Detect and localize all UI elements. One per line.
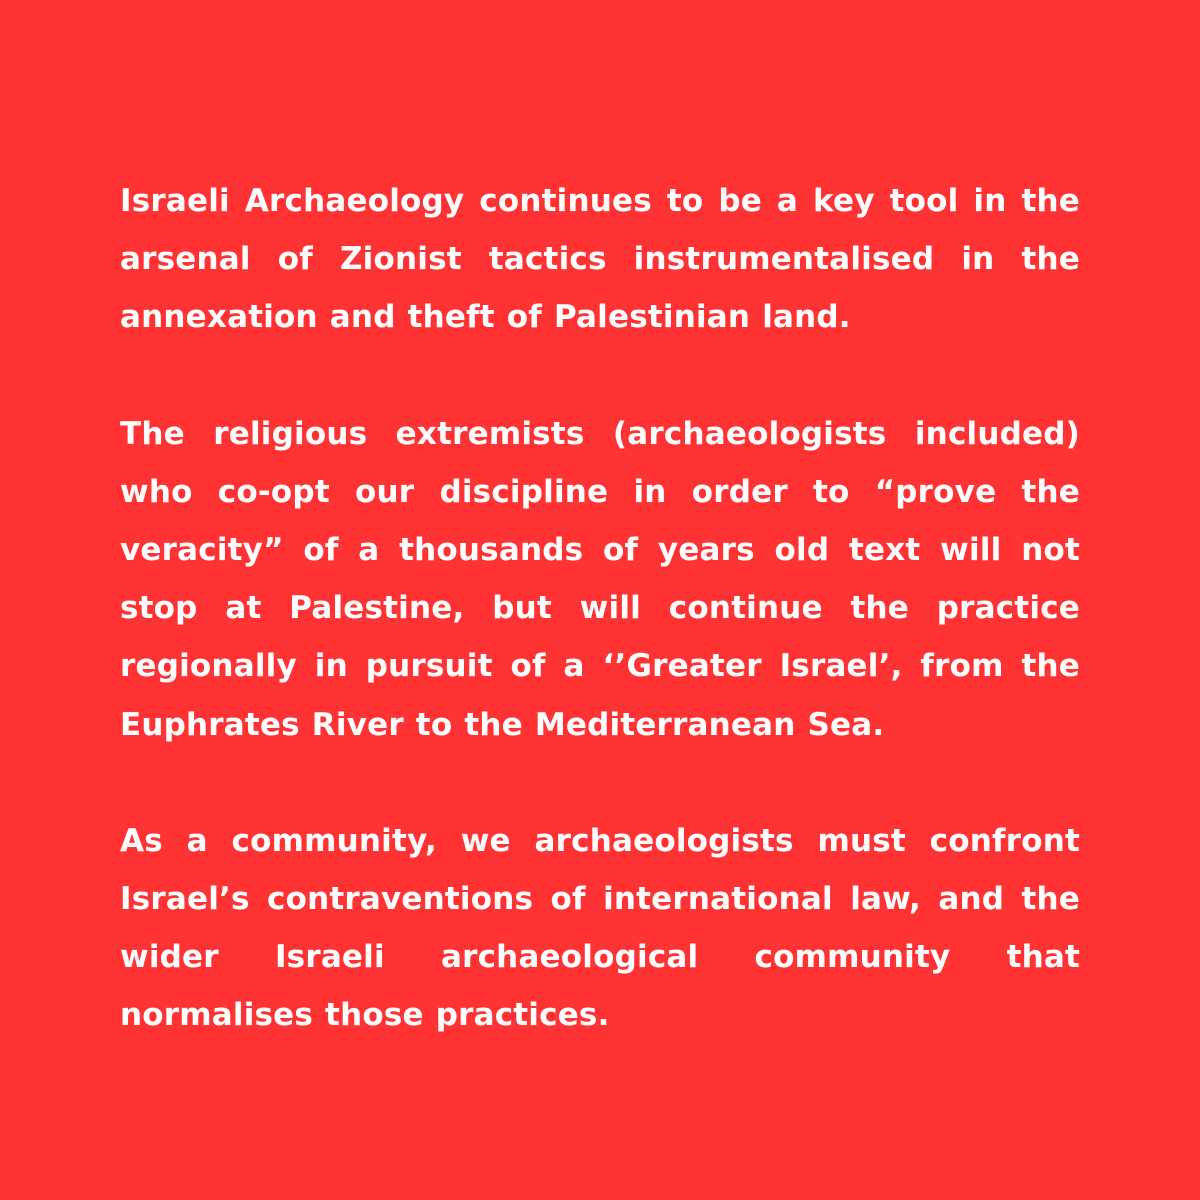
paragraph-line: As a community, we archaeologists must confront [120, 822, 1080, 859]
paragraph-line: veracity” of a thousands of years old text will not [120, 532, 1080, 569]
paragraph-line: normalises those practices. [120, 997, 610, 1034]
paragraph-religious-extremists [120, 405, 1080, 754]
paragraph-community-call [120, 812, 1080, 1045]
paragraph-line: stop at Palestine, but will continue the practice [120, 590, 1080, 627]
paragraph-line: The religious extremists (archaeologists included) [120, 415, 1080, 452]
paragraph-line: Euphrates River to the Mediterranean Sea. [120, 706, 885, 743]
paragraph-line: Israeli Archaeology continues to be a key tool in the [120, 183, 1080, 219]
paragraph-archaeology-tool [120, 172, 1080, 347]
paragraph-line: arsenal of Zionist tactics instrumentalised in the [120, 241, 1080, 278]
statement-text-block [120, 172, 1080, 1045]
paragraph-line: Israel’s contraventions of international law, and the [120, 881, 1080, 918]
paragraph-line: who co-opt our discipline in order to “prove the [120, 473, 1080, 510]
paragraph-line: annexation and theft of Palestinian land. [120, 299, 851, 336]
paragraph-line: wider Israeli archaeological community that [120, 939, 1080, 976]
paragraph-line: regionally in pursuit of a ‘’Greater Israel’, from the [120, 648, 1080, 685]
